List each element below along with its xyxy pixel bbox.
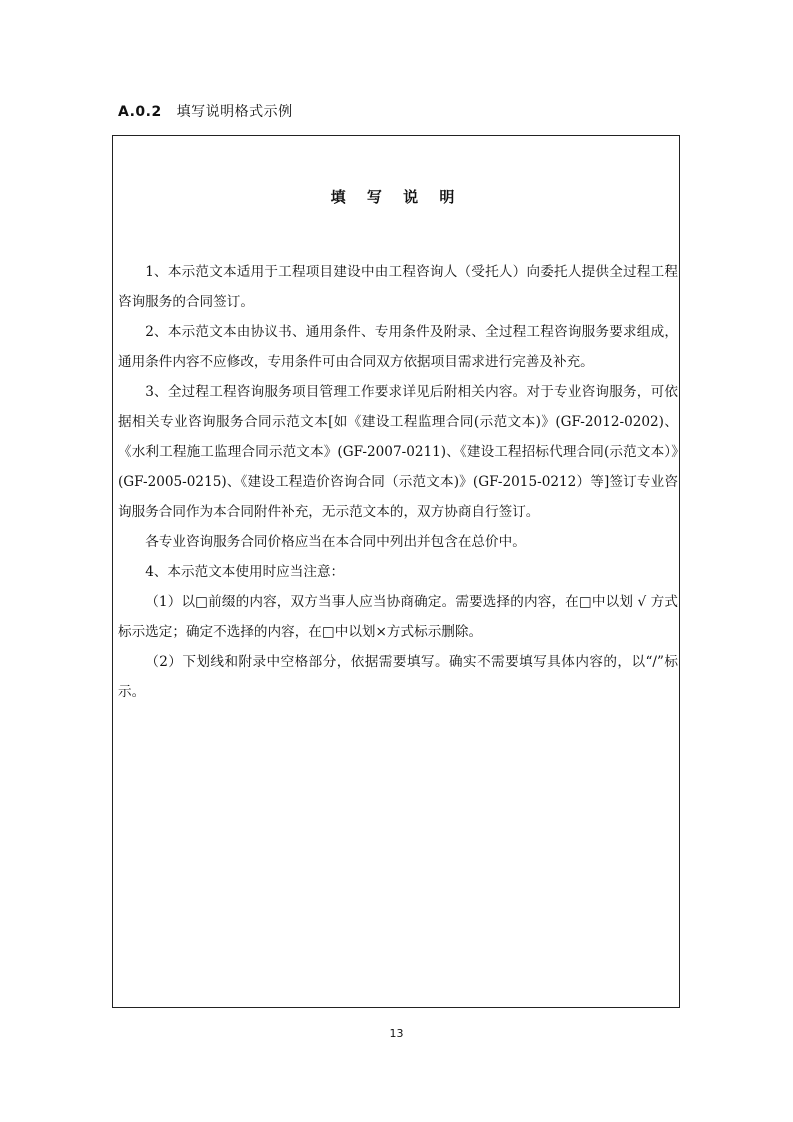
instructions-body bbox=[118, 257, 678, 707]
section-title: 填写说明格式示例 bbox=[176, 104, 293, 120]
section-number: A.0.2 bbox=[118, 104, 162, 120]
paragraph: 3、全过程工程咨询服务项目管理工作要求详见后附相关内容。对于专业咨询服务，可依据相关专业咨询服务合同示范文本[如《建设工程监理合同(示范文本)》(GF-2012-0202)、《水利工程施工监理合同示范文本》(GF-2007-0211)、《建设工程招标代理合同(示范文本）》(GF-2005-0215)、《建设工程造价咨询合同（示范文本)》(GF-2015-0212）等]签订专业咨询服务合同作为本合同附件补充，无示范文本的，双方协商自行签订。 bbox=[118, 384, 678, 520]
section-heading bbox=[118, 101, 293, 121]
page-number: 13 bbox=[389, 1027, 404, 1040]
paragraph: （2）下划线和附录中空格部分，依据需要填写。确实不需要填写具体内容的，以“/”标示。 bbox=[118, 654, 678, 700]
paragraph: （1）以□前缀的内容，双方当事人应当协商确定。需要选择的内容，在□中以划 √ 方式标示选定；确定不选择的内容，在□中以划×方式标示删除。 bbox=[118, 594, 678, 640]
instructions-title: 填 写 说 明 bbox=[330, 188, 463, 206]
paragraph: 各专业咨询服务合同价格应当在本合同中列出并包含在总价中。 bbox=[145, 534, 526, 550]
paragraph: 4、本示范文本使用时应当注意： bbox=[145, 564, 345, 580]
paragraph: 1、本示范文本适用于工程项目建设中由工程咨询人（受托人）向委托人提供全过程工程咨询服务的合同签订。 bbox=[118, 264, 678, 310]
paragraph: 2、本示范文本由协议书、通用条件、专用条件及附录、全过程工程咨询服务要求组成，通用条件内容不应修改，专用条件可由合同双方依据项目需求进行完善及补充。 bbox=[118, 324, 678, 370]
